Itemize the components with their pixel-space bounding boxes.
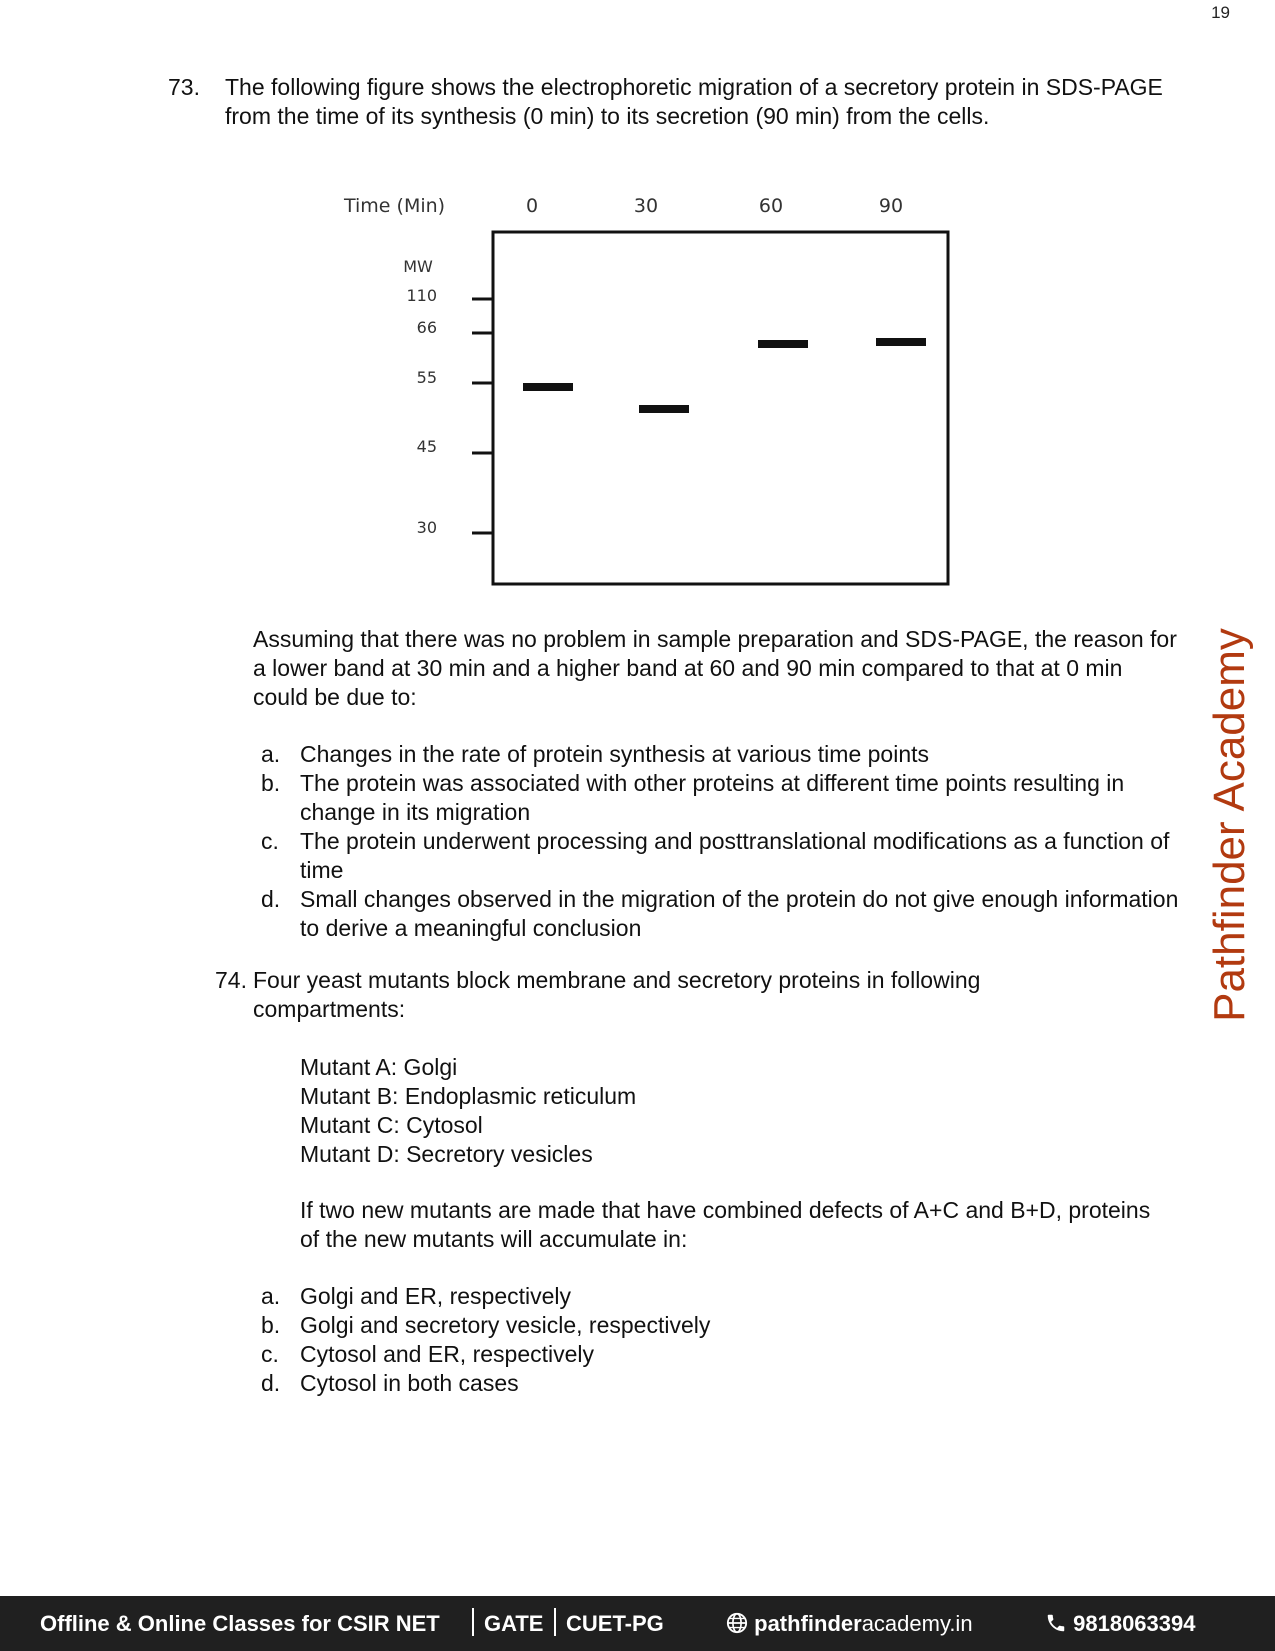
band-lane-0 — [523, 383, 573, 391]
globe-icon — [726, 1612, 748, 1634]
question-prompt: Four yeast mutants block membrane and secretory proteins in following compartments: — [253, 967, 981, 1022]
option-d: d. Cytosol in both cases — [261, 1370, 519, 1396]
question-74-body: If two new mutants are made that have combined defects of A+C and B+D, proteins of the new mutants will accumulate in: — [300, 1197, 1151, 1252]
svg-text:110: 110 — [406, 286, 437, 305]
question-73 — [168, 73, 1188, 131]
lane-label-90: 90 — [878, 195, 904, 217]
watermark: Pathfinder Academy — [1205, 628, 1254, 1022]
mw-marker-55 — [417, 368, 492, 387]
svg-text:66: 66 — [416, 318, 437, 337]
band-lane-60 — [758, 340, 808, 348]
footer-classes: Offline & Online Classes for CSIR NET — [40, 1611, 440, 1636]
question-prompt: The following figure shows the electrophoretic migration of a secretory protein in SDS-PAGE from the time of its synthesis (0 min) to its secretion (90 min) from the cells. — [225, 74, 1163, 129]
lane-label-30: 30 — [633, 195, 659, 217]
option-b: b. The protein was associated with other proteins at different time points resulting in change in its migration — [261, 770, 1125, 825]
footer-phone[interactable] — [1045, 1611, 1195, 1637]
mutant-a: Mutant A: Golgi — [300, 1054, 458, 1080]
page-number: 19 — [1211, 3, 1230, 22]
mutant-b: Mutant B: Endoplasmic reticulum — [300, 1083, 637, 1109]
footer-cuet: CUET-PG — [566, 1611, 664, 1636]
footer-banner — [0, 1596, 1275, 1651]
lane-label-60: 60 — [758, 195, 784, 217]
phone-number: 9818063394 — [1073, 1611, 1196, 1636]
lane-label-0: 0 — [525, 195, 539, 217]
option-a: a. Golgi and ER, respectively — [261, 1283, 572, 1309]
sds-page-gel-figure — [330, 190, 970, 590]
question-number: 73. — [168, 74, 200, 100]
mutant-c: Mutant C: Cytosol — [300, 1112, 483, 1138]
mw-marker-45 — [417, 437, 492, 456]
band-lane-90 — [876, 338, 926, 346]
svg-text:45: 45 — [416, 437, 437, 456]
band-lane-30 — [639, 405, 689, 413]
mw-label: MW — [403, 257, 433, 276]
phone-icon — [1045, 1612, 1067, 1634]
footer-gate: GATE — [484, 1611, 544, 1636]
mw-marker-66 — [417, 318, 492, 337]
question-73-options — [252, 740, 1182, 943]
footer-divider — [554, 1608, 556, 1636]
footer-divider — [472, 1608, 474, 1636]
option-c: c. The protein underwent processing and posttranslational modifications as a function of time — [261, 828, 1170, 883]
question-73-body: Assuming that there was no problem in sample preparation and SDS-PAGE, the reason for a lower band at 30 min and a higher band at 60 and 90 min compared to that at 0 min could be due to: — [253, 626, 1177, 710]
question-74-options — [252, 1282, 1182, 1398]
svg-text:30: 30 — [416, 518, 437, 537]
website-bold: pathfinder — [754, 1611, 862, 1636]
gel-frame — [493, 232, 948, 584]
svg-text:55: 55 — [416, 368, 437, 387]
question-number: 74. — [215, 967, 247, 993]
time-axis-label: Time (Min) — [344, 195, 446, 217]
mutant-d: Mutant D: Secretory vesicles — [300, 1141, 593, 1167]
mutant-list — [300, 1053, 636, 1169]
mw-marker-110 — [406, 286, 492, 305]
option-c: c. Cytosol and ER, respectively — [261, 1341, 595, 1367]
question-74 — [215, 966, 1115, 1024]
website-rest: academy.in — [861, 1611, 973, 1636]
option-d: d. Small changes observed in the migration of the protein do not give enough information to derive a meaningful conclusion — [261, 886, 1179, 941]
mw-marker-30 — [417, 518, 492, 537]
option-b: b. Golgi and secretory vesicle, respectively — [261, 1312, 711, 1338]
option-a: a. Changes in the rate of protein synthesis at various time points — [261, 741, 930, 767]
footer-website[interactable] — [726, 1611, 973, 1637]
